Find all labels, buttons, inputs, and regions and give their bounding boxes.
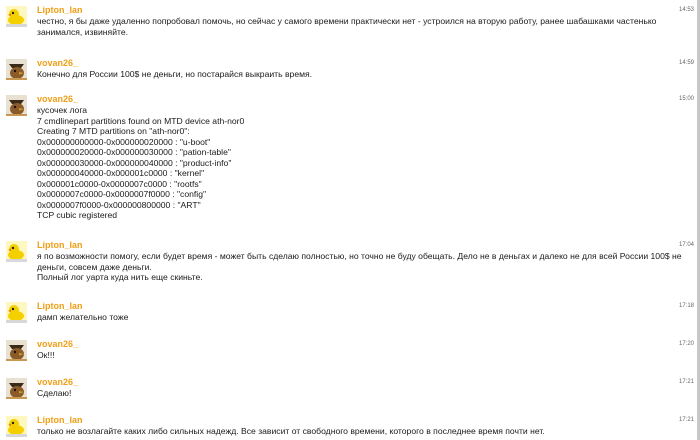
duck-avatar-icon[interactable]: [6, 416, 27, 437]
message-timestamp: 14:59: [678, 60, 694, 66]
message-line: дамп желательно тоже: [37, 312, 129, 322]
bird-avatar-icon[interactable]: [6, 340, 27, 361]
message-author[interactable]: vovan26_: [37, 339, 79, 349]
duck-avatar-icon[interactable]: [6, 6, 27, 27]
chat-message: [0, 53, 697, 89]
bird-avatar-icon[interactable]: [6, 378, 27, 399]
message-author[interactable]: vovan26_: [37, 58, 79, 68]
message-text: [37, 69, 691, 80]
message-timestamp: 14:53: [678, 7, 694, 13]
message-line: 0x000000020000-0x000000030000 : "pation-table": [37, 147, 231, 157]
message-author[interactable]: Lipton_Ian: [37, 301, 83, 311]
bird-avatar-icon[interactable]: [6, 59, 27, 80]
message-timestamp: 17:20: [678, 341, 694, 347]
message-author[interactable]: vovan26_: [37, 94, 79, 104]
message-line: 0x0000007f0000-0x000000800000 : "ART": [37, 199, 201, 210]
message-line: я по возможности помогу, если будет время - может быть сделаю полностью, но точно не буду обещать. Дело не в деньгах и далеко не для всей России 100$ не деньги, совсем даже деньги.: [37, 251, 682, 272]
chat-message: [0, 0, 697, 48]
message-line: Creating 7 MTD partitions on "ath-nor0":: [37, 126, 190, 136]
message-line: Ок!!!: [37, 350, 55, 360]
message-text: [37, 350, 691, 361]
bird-avatar-icon[interactable]: [6, 95, 27, 116]
message-line: Полный лог уарта куда нить еще скиньте.: [37, 272, 203, 282]
message-line: 0x000000000000-0x000000020000 : "u-boot": [37, 136, 211, 147]
message-timestamp: 15:00: [678, 96, 694, 102]
message-text: [37, 251, 691, 283]
message-text: [37, 105, 691, 221]
message-timestamp: 17:21: [678, 417, 694, 423]
message-line: Сделаю!: [37, 388, 72, 398]
message-line: TCP cubic registered: [37, 210, 118, 220]
message-line: 0x000000040000-0x000001c0000 : "kernel": [37, 168, 205, 178]
message-timestamp: 17:04: [678, 242, 694, 248]
message-line: Конечно для России 100$ не деньги, но постарайся выкраить время.: [37, 69, 313, 79]
message-line: 7 cmdlinepart partitions found on MTD device ath-nor0: [37, 115, 245, 126]
message-line: только не возлагайте каких либо сильных надежд. Все зависит от свободного времени, которого в последнее время почти нет.: [37, 426, 545, 436]
duck-avatar-icon[interactable]: [6, 241, 27, 262]
message-line: 0x000001c0000-0x0000007c0000 : "rootfs": [37, 178, 202, 189]
message-text: [37, 312, 691, 323]
chat-message: [0, 296, 697, 332]
message-author[interactable]: Lipton_Ian: [37, 5, 83, 15]
chat-message: [0, 372, 697, 408]
message-author[interactable]: Lipton_Ian: [37, 415, 83, 425]
message-line: 0x000000030000-0x000000040000 : "product-info": [37, 157, 232, 168]
chat-message: [0, 89, 697, 231]
chat-message: [0, 334, 697, 370]
message-timestamp: 17:21: [678, 379, 694, 385]
message-line: честно, я бы даже удаленно попробовал помочь, но сейчас у самого времени практически нет - устроился на вторую работу, ранее шабашками частенько занимался, извиняйте.: [37, 16, 657, 37]
duck-avatar-icon[interactable]: [6, 302, 27, 323]
message-text: [37, 426, 691, 437]
message-text: [37, 388, 691, 399]
chat-message: [0, 410, 697, 440]
message-author[interactable]: Lipton_Ian: [37, 240, 83, 250]
message-line: кусочек лога: [37, 105, 88, 115]
message-timestamp: 17:18: [678, 303, 694, 309]
message-author[interactable]: vovan26_: [37, 377, 79, 387]
message-text: [37, 16, 657, 37]
message-line: 0x0000007c0000-0x0000007f0000 : "config": [37, 189, 207, 199]
chat-message: [0, 235, 697, 290]
